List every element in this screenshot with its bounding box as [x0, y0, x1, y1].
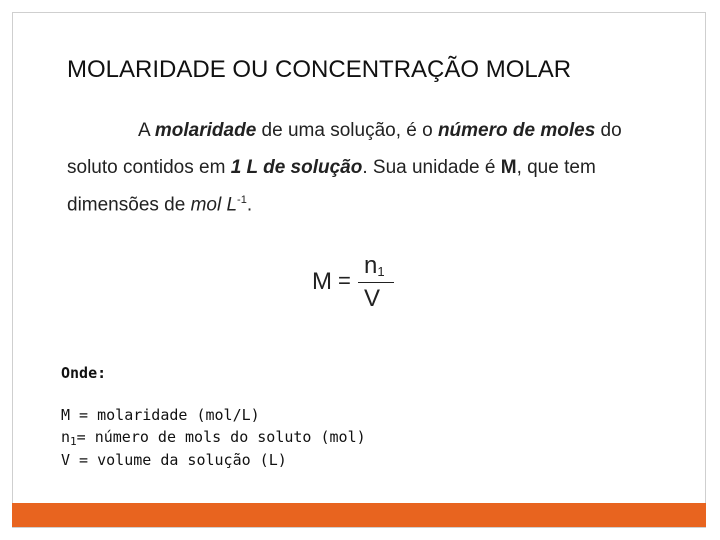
text-segment: . Sua unidade é — [362, 157, 501, 178]
definition-molaridade: M = molaridade (mol/L) — [61, 406, 260, 424]
molarity-formula — [312, 252, 422, 314]
formula-numerator — [364, 252, 385, 280]
text-segment: soluto contidos em — [67, 157, 231, 178]
slide-title: MOLARIDADE OU CONCENTRAÇÃO MOLAR — [67, 56, 572, 83]
formula-equals: = — [338, 268, 351, 293]
text-segment: , que tem — [516, 157, 596, 178]
fraction-bar — [358, 282, 394, 283]
unit-exponent: -1 — [237, 194, 247, 206]
text-segment: do — [595, 120, 622, 141]
formula-numerator-subscript: 1 — [377, 264, 385, 279]
text-segment: A — [138, 120, 155, 141]
onde-label: Onde: — [61, 364, 107, 382]
definition-subscript: 1 — [70, 435, 77, 448]
definition-symbol: n — [61, 428, 71, 446]
term-molaridade: molaridade — [154, 120, 257, 141]
term-1l-solucao: 1 L de solução — [230, 157, 363, 178]
text-segment: dimensões de — [67, 194, 191, 216]
paragraph-line-1 — [138, 120, 720, 142]
definition-n1 — [61, 428, 366, 448]
formula-lhs: M — [312, 268, 332, 295]
definition-text: = número de mols do soluto (mol) — [76, 428, 366, 446]
paragraph-line-2 — [67, 157, 667, 179]
text-segment: de uma solução, é o — [256, 120, 438, 141]
term-numero-de-moles: número de moles — [437, 120, 596, 141]
formula-numerator-symbol: n — [364, 252, 378, 279]
paragraph-line-3 — [67, 194, 667, 216]
definition-volume: V = volume da solução (L) — [61, 451, 287, 469]
formula-denominator: V — [364, 285, 381, 312]
text-segment: . — [246, 194, 253, 216]
footer-accent-bar — [12, 503, 706, 527]
unit-symbol: M — [500, 157, 517, 178]
unit-dimension: mol L — [190, 194, 238, 216]
